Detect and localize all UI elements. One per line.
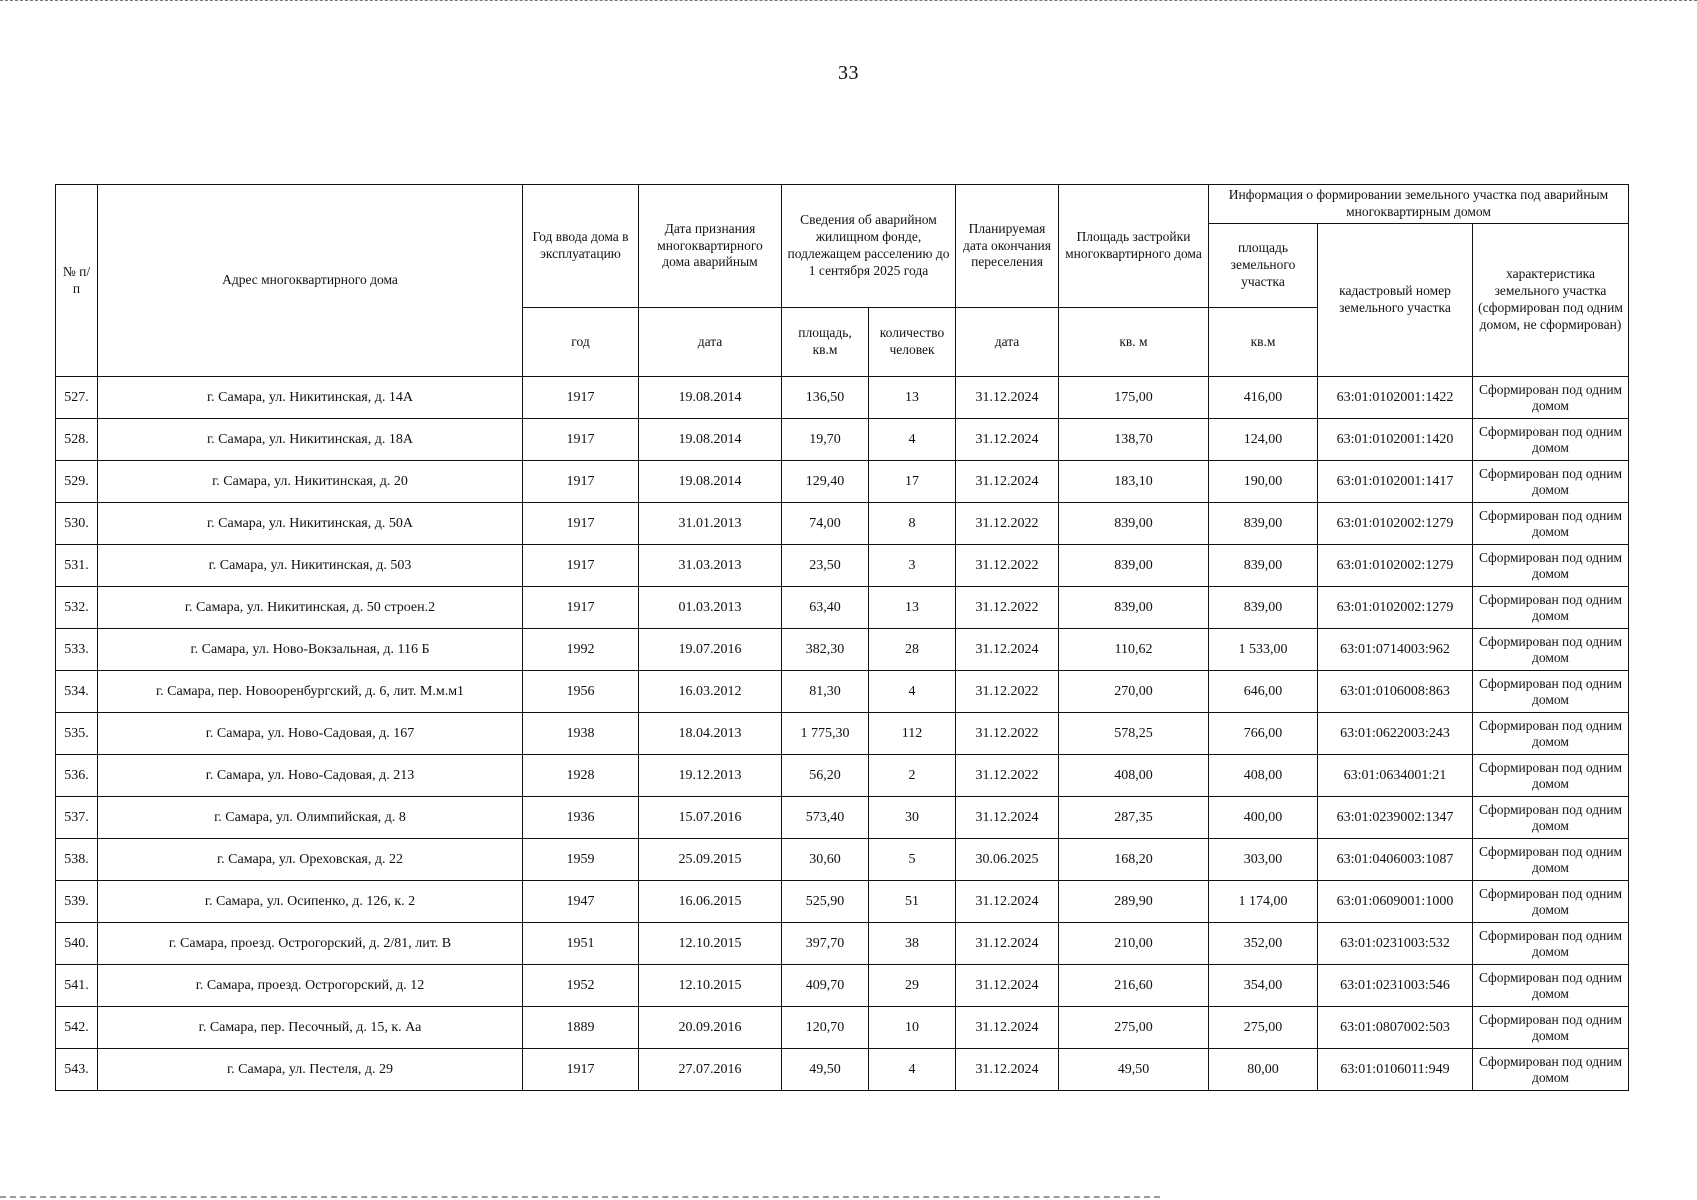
- cell-recognition-date: 19.12.2013: [639, 755, 782, 797]
- cell-people: 29: [869, 965, 956, 1007]
- cell-people: 38: [869, 923, 956, 965]
- cell-land-characteristic: Сформирован под одним домом: [1473, 965, 1629, 1007]
- table-row: [56, 377, 1629, 419]
- cell-area: 397,70: [782, 923, 869, 965]
- cell-recognition-date: 16.06.2015: [639, 881, 782, 923]
- cell-land-area: 354,00: [1209, 965, 1318, 1007]
- cell-recognition-date: 20.09.2016: [639, 1007, 782, 1049]
- cell-land-area: 646,00: [1209, 671, 1318, 713]
- cell-cadastral: 63:01:0102001:1420: [1318, 419, 1473, 461]
- cell-land-characteristic: Сформирован под одним домом: [1473, 1007, 1629, 1049]
- cell-recognition-date: 27.07.2016: [639, 1049, 782, 1091]
- table-row: [56, 419, 1629, 461]
- table-row: [56, 503, 1629, 545]
- cell-build-area: 578,25: [1059, 713, 1209, 755]
- cell-planned-date: 31.12.2022: [956, 713, 1059, 755]
- cell-recognition-date: 19.08.2014: [639, 419, 782, 461]
- cell-people: 28: [869, 629, 956, 671]
- cell-land-characteristic: Сформирован под одним домом: [1473, 671, 1629, 713]
- header-year: Год ввода дома в эксплуатацию: [523, 185, 639, 308]
- table-row: [56, 1049, 1629, 1091]
- cell-land-characteristic: Сформирован под одним домом: [1473, 377, 1629, 419]
- page-number: 33: [838, 62, 859, 84]
- cell-area: 56,20: [782, 755, 869, 797]
- cell-land-area: 1 533,00: [1209, 629, 1318, 671]
- cell-year: 1992: [523, 629, 639, 671]
- cell-area: 120,70: [782, 1007, 869, 1049]
- cell-address: г. Самара, ул. Осипенко, д. 126, к. 2: [98, 881, 523, 923]
- cell-recognition-date: 25.09.2015: [639, 839, 782, 881]
- cell-num: 533.: [56, 629, 98, 671]
- header-planned-date: Планируемая дата окончания переселения: [956, 185, 1059, 308]
- cell-land-characteristic: Сформирован под одним домом: [1473, 755, 1629, 797]
- cell-people: 13: [869, 587, 956, 629]
- cell-num: 532.: [56, 587, 98, 629]
- table-row: [56, 671, 1629, 713]
- cell-num: 534.: [56, 671, 98, 713]
- cell-address: г. Самара, ул. Никитинская, д. 503: [98, 545, 523, 587]
- cell-address: г. Самара, ул. Пестеля, д. 29: [98, 1049, 523, 1091]
- cell-cadastral: 63:01:0406003:1087: [1318, 839, 1473, 881]
- cell-people: 13: [869, 377, 956, 419]
- cell-year: 1938: [523, 713, 639, 755]
- cell-recognition-date: 19.08.2014: [639, 461, 782, 503]
- cell-recognition-date: 19.07.2016: [639, 629, 782, 671]
- cell-planned-date: 31.12.2024: [956, 377, 1059, 419]
- cell-recognition-date: 19.08.2014: [639, 377, 782, 419]
- cell-num: 531.: [56, 545, 98, 587]
- cell-build-area: 216,60: [1059, 965, 1209, 1007]
- unit-planned-date: дата: [956, 308, 1059, 377]
- cell-num: 530.: [56, 503, 98, 545]
- cell-people: 51: [869, 881, 956, 923]
- cell-land-area: 766,00: [1209, 713, 1318, 755]
- cell-year: 1928: [523, 755, 639, 797]
- cell-address: г. Самара, пер. Песочный, д. 15, к. Аа: [98, 1007, 523, 1049]
- table-body: [56, 377, 1629, 1091]
- cell-land-characteristic: Сформирован под одним домом: [1473, 923, 1629, 965]
- cell-area: 573,40: [782, 797, 869, 839]
- cell-year: 1917: [523, 545, 639, 587]
- table-row: [56, 629, 1629, 671]
- cell-cadastral: 63:01:0239002:1347: [1318, 797, 1473, 839]
- cell-build-area: 408,00: [1059, 755, 1209, 797]
- cell-people: 112: [869, 713, 956, 755]
- cell-area: 49,50: [782, 1049, 869, 1091]
- cell-address: г. Самара, ул. Никитинская, д. 50А: [98, 503, 523, 545]
- cell-land-area: 275,00: [1209, 1007, 1318, 1049]
- cell-land-area: 416,00: [1209, 377, 1318, 419]
- cell-num: 540.: [56, 923, 98, 965]
- cell-year: 1956: [523, 671, 639, 713]
- unit-people: количество человек: [869, 308, 956, 377]
- cell-build-area: 275,00: [1059, 1007, 1209, 1049]
- cell-land-characteristic: Сформирован под одним домом: [1473, 1049, 1629, 1091]
- cell-recognition-date: 18.04.2013: [639, 713, 782, 755]
- header-land-area: площадь земельного участка: [1209, 223, 1318, 307]
- cell-recognition-date: 12.10.2015: [639, 923, 782, 965]
- cell-address: г. Самара, ул. Никитинская, д. 18А: [98, 419, 523, 461]
- cell-area: 129,40: [782, 461, 869, 503]
- cell-address: г. Самара, ул. Ореховская, д. 22: [98, 839, 523, 881]
- emergency-housing-table: [55, 184, 1629, 1091]
- cell-land-characteristic: Сформирован под одним домом: [1473, 545, 1629, 587]
- cell-planned-date: 31.12.2024: [956, 1007, 1059, 1049]
- cell-cadastral: 63:01:0102002:1279: [1318, 503, 1473, 545]
- cell-build-area: 110,62: [1059, 629, 1209, 671]
- cell-year: 1951: [523, 923, 639, 965]
- cell-land-area: 303,00: [1209, 839, 1318, 881]
- cell-land-characteristic: Сформирован под одним домом: [1473, 839, 1629, 881]
- cell-land-area: 839,00: [1209, 545, 1318, 587]
- cell-area: 1 775,30: [782, 713, 869, 755]
- table-row: [56, 881, 1629, 923]
- cell-cadastral: 63:01:0231003:532: [1318, 923, 1473, 965]
- cell-num: 541.: [56, 965, 98, 1007]
- cell-area: 63,40: [782, 587, 869, 629]
- cell-area: 23,50: [782, 545, 869, 587]
- cell-address: г. Самара, проезд. Острогорский, д. 2/81, лит. В: [98, 923, 523, 965]
- header-land-characteristic: характеристика земельного участка (сформирован под одним домом, не сформирован): [1473, 223, 1629, 376]
- cell-people: 4: [869, 419, 956, 461]
- cell-address: г. Самара, проезд. Острогорский, д. 12: [98, 965, 523, 1007]
- cell-recognition-date: 01.03.2013: [639, 587, 782, 629]
- cell-num: 536.: [56, 755, 98, 797]
- cell-land-characteristic: Сформирован под одним домом: [1473, 629, 1629, 671]
- cell-land-characteristic: Сформирован под одним домом: [1473, 587, 1629, 629]
- cell-area: 74,00: [782, 503, 869, 545]
- cell-planned-date: 31.12.2024: [956, 881, 1059, 923]
- cell-build-area: 175,00: [1059, 377, 1209, 419]
- cell-year: 1917: [523, 377, 639, 419]
- cell-year: 1947: [523, 881, 639, 923]
- cell-year: 1889: [523, 1007, 639, 1049]
- table-row: [56, 797, 1629, 839]
- unit-land-area: кв.м: [1209, 308, 1318, 377]
- cell-planned-date: 31.12.2022: [956, 755, 1059, 797]
- cell-build-area: 183,10: [1059, 461, 1209, 503]
- cell-land-area: 352,00: [1209, 923, 1318, 965]
- cell-planned-date: 31.12.2024: [956, 461, 1059, 503]
- cell-people: 10: [869, 1007, 956, 1049]
- cell-planned-date: 31.12.2024: [956, 1049, 1059, 1091]
- header-build-area: Площадь застройки многоквартирного дома: [1059, 185, 1209, 308]
- cell-cadastral: 63:01:0102001:1417: [1318, 461, 1473, 503]
- unit-build-area: кв. м: [1059, 308, 1209, 377]
- cell-cadastral: 63:01:0609001:1000: [1318, 881, 1473, 923]
- cell-build-area: 138,70: [1059, 419, 1209, 461]
- cell-planned-date: 31.12.2024: [956, 797, 1059, 839]
- header-recognition-date: Дата признания многоквартирного дома аварийным: [639, 185, 782, 308]
- unit-area: площадь, кв.м: [782, 308, 869, 377]
- cell-build-area: 210,00: [1059, 923, 1209, 965]
- cell-num: 537.: [56, 797, 98, 839]
- cell-recognition-date: 16.03.2012: [639, 671, 782, 713]
- header-emergency-info: Сведения об аварийном жилищном фонде, подлежащем расселению до 1 сентября 2025 года: [782, 185, 956, 308]
- table-row: [56, 587, 1629, 629]
- cell-people: 2: [869, 755, 956, 797]
- cell-people: 4: [869, 671, 956, 713]
- scan-edge-top: [0, 0, 1697, 1]
- cell-address: г. Самара, ул. Никитинская, д. 50 строен.2: [98, 587, 523, 629]
- cell-cadastral: 63:01:0714003:962: [1318, 629, 1473, 671]
- scan-edge-bottom: [0, 1196, 1160, 1198]
- cell-land-characteristic: Сформирован под одним домом: [1473, 503, 1629, 545]
- cell-year: 1917: [523, 461, 639, 503]
- cell-area: 382,30: [782, 629, 869, 671]
- table-row: [56, 965, 1629, 1007]
- cell-build-area: 839,00: [1059, 587, 1209, 629]
- cell-num: 539.: [56, 881, 98, 923]
- cell-num: 542.: [56, 1007, 98, 1049]
- cell-year: 1936: [523, 797, 639, 839]
- cell-num: 529.: [56, 461, 98, 503]
- cell-num: 527.: [56, 377, 98, 419]
- cell-year: 1952: [523, 965, 639, 1007]
- cell-build-area: 289,90: [1059, 881, 1209, 923]
- cell-build-area: 839,00: [1059, 503, 1209, 545]
- cell-cadastral: 63:01:0634001:21: [1318, 755, 1473, 797]
- cell-address: г. Самара, ул. Олимпийская, д. 8: [98, 797, 523, 839]
- cell-address: г. Самара, ул. Никитинская, д. 20: [98, 461, 523, 503]
- cell-land-area: 124,00: [1209, 419, 1318, 461]
- cell-people: 4: [869, 1049, 956, 1091]
- cell-cadastral: 63:01:0106008:863: [1318, 671, 1473, 713]
- table-row: [56, 461, 1629, 503]
- unit-recognition-date: дата: [639, 308, 782, 377]
- cell-area: 525,90: [782, 881, 869, 923]
- cell-people: 30: [869, 797, 956, 839]
- header-cadastral: кадастровый номер земельного участка: [1318, 223, 1473, 376]
- cell-land-characteristic: Сформирован под одним домом: [1473, 713, 1629, 755]
- cell-area: 81,30: [782, 671, 869, 713]
- cell-planned-date: 31.12.2024: [956, 419, 1059, 461]
- cell-land-characteristic: Сформирован под одним домом: [1473, 419, 1629, 461]
- cell-planned-date: 31.12.2024: [956, 923, 1059, 965]
- cell-planned-date: 31.12.2022: [956, 503, 1059, 545]
- cell-num: 528.: [56, 419, 98, 461]
- cell-land-area: 839,00: [1209, 503, 1318, 545]
- unit-year: год: [523, 308, 639, 377]
- table-row: [56, 755, 1629, 797]
- cell-address: г. Самара, ул. Ново-Садовая, д. 167: [98, 713, 523, 755]
- cell-land-area: 839,00: [1209, 587, 1318, 629]
- cell-recognition-date: 31.03.2013: [639, 545, 782, 587]
- cell-cadastral: 63:01:0807002:503: [1318, 1007, 1473, 1049]
- cell-cadastral: 63:01:0106011:949: [1318, 1049, 1473, 1091]
- cell-people: 5: [869, 839, 956, 881]
- cell-land-area: 1 174,00: [1209, 881, 1318, 923]
- cell-build-area: 839,00: [1059, 545, 1209, 587]
- cell-year: 1959: [523, 839, 639, 881]
- header-num: № п/п: [56, 185, 98, 377]
- cell-num: 543.: [56, 1049, 98, 1091]
- header-land-info: Информация о формировании земельного участка под аварийным многоквартирным домом: [1209, 185, 1629, 224]
- cell-planned-date: 30.06.2025: [956, 839, 1059, 881]
- cell-cadastral: 63:01:0231003:546: [1318, 965, 1473, 1007]
- cell-cadastral: 63:01:0102001:1422: [1318, 377, 1473, 419]
- cell-year: 1917: [523, 587, 639, 629]
- cell-recognition-date: 12.10.2015: [639, 965, 782, 1007]
- cell-build-area: 49,50: [1059, 1049, 1209, 1091]
- cell-address: г. Самара, ул. Никитинская, д. 14А: [98, 377, 523, 419]
- cell-people: 8: [869, 503, 956, 545]
- cell-area: 409,70: [782, 965, 869, 1007]
- cell-people: 17: [869, 461, 956, 503]
- cell-cadastral: 63:01:0102002:1279: [1318, 545, 1473, 587]
- cell-build-area: 168,20: [1059, 839, 1209, 881]
- table-row: [56, 923, 1629, 965]
- cell-year: 1917: [523, 503, 639, 545]
- cell-planned-date: 31.12.2022: [956, 587, 1059, 629]
- cell-land-characteristic: Сформирован под одним домом: [1473, 461, 1629, 503]
- cell-num: 538.: [56, 839, 98, 881]
- cell-planned-date: 31.12.2022: [956, 671, 1059, 713]
- table-row: [56, 545, 1629, 587]
- cell-planned-date: 31.12.2022: [956, 545, 1059, 587]
- header-address: Адрес многоквартирного дома: [98, 185, 523, 377]
- cell-people: 3: [869, 545, 956, 587]
- cell-recognition-date: 31.01.2013: [639, 503, 782, 545]
- table-row: [56, 839, 1629, 881]
- cell-area: 30,60: [782, 839, 869, 881]
- cell-land-characteristic: Сформирован под одним домом: [1473, 881, 1629, 923]
- cell-planned-date: 31.12.2024: [956, 965, 1059, 1007]
- cell-land-area: 408,00: [1209, 755, 1318, 797]
- cell-build-area: 287,35: [1059, 797, 1209, 839]
- cell-recognition-date: 15.07.2016: [639, 797, 782, 839]
- cell-planned-date: 31.12.2024: [956, 629, 1059, 671]
- cell-land-characteristic: Сформирован под одним домом: [1473, 797, 1629, 839]
- table-row: [56, 713, 1629, 755]
- cell-land-area: 190,00: [1209, 461, 1318, 503]
- cell-cadastral: 63:01:0622003:243: [1318, 713, 1473, 755]
- cell-build-area: 270,00: [1059, 671, 1209, 713]
- cell-land-area: 400,00: [1209, 797, 1318, 839]
- cell-year: 1917: [523, 1049, 639, 1091]
- cell-area: 136,50: [782, 377, 869, 419]
- cell-year: 1917: [523, 419, 639, 461]
- cell-address: г. Самара, ул. Ново-Вокзальная, д. 116 Б: [98, 629, 523, 671]
- cell-area: 19,70: [782, 419, 869, 461]
- cell-cadastral: 63:01:0102002:1279: [1318, 587, 1473, 629]
- table-row: [56, 1007, 1629, 1049]
- cell-address: г. Самара, ул. Ново-Садовая, д. 213: [98, 755, 523, 797]
- cell-land-area: 80,00: [1209, 1049, 1318, 1091]
- cell-address: г. Самара, пер. Новооренбургский, д. 6, лит. М.м.м1: [98, 671, 523, 713]
- cell-num: 535.: [56, 713, 98, 755]
